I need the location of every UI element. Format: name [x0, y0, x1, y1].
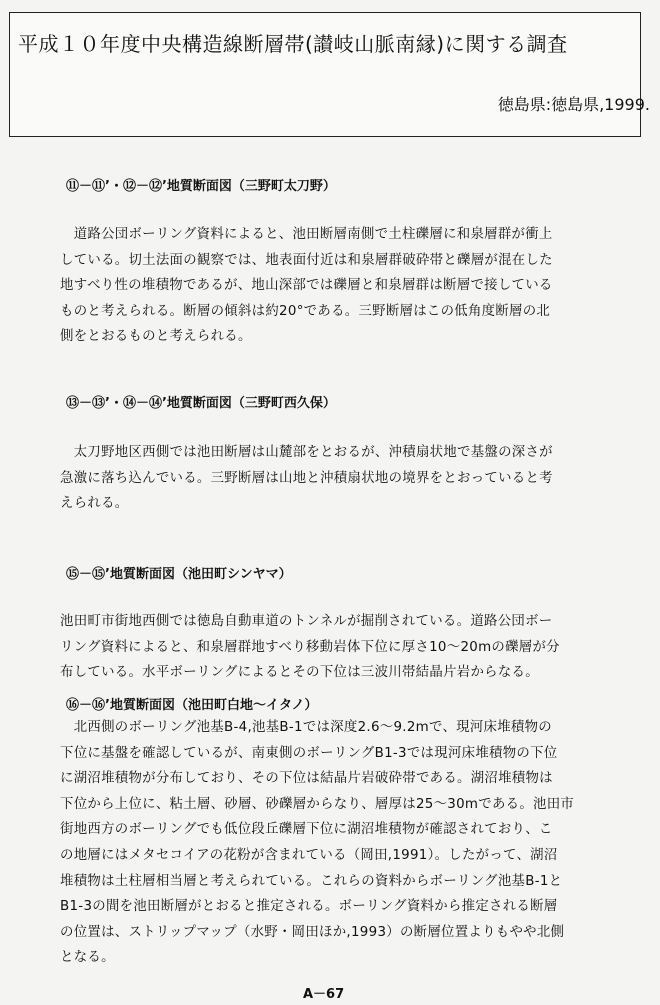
- section-title: ⑬－⑬’・⑭－⑭’地質断面図（三野町西久保）: [66, 396, 336, 411]
- section-body: [60, 715, 620, 971]
- body-line: している。切土法面の観察では、地表面付近は和泉層群破砕帯と礫層が混在した: [60, 252, 553, 268]
- body-line: 池田町市街地西側では徳島自動車道のトンネルが掘削されている。道路公団ボー: [60, 614, 553, 629]
- report-title: 平成１０年度中央構造線断層帯(讃岐山脈南縁)に関する調査: [18, 32, 568, 56]
- section-body: [60, 440, 620, 517]
- section-body: [60, 609, 620, 686]
- body-line: ものと考えられる。断層の傾斜は約20°である。三野断層はこの低角度断層の北: [60, 303, 551, 319]
- body-line: 下位に基盤を確認しているが、南東側のボーリングB1-3では現河床堆積物の下位: [60, 745, 558, 761]
- body-line: 太刀野地区西側では池田断層は山麓部をとおるが、沖積扇状地で基盤の深さが: [60, 445, 553, 460]
- body-line: となる。: [60, 950, 115, 966]
- body-line: 道路公団ボーリング資料によると、池田断層南側で土柱礫層に和泉層群が衝上: [60, 227, 553, 242]
- body-line: 街地西方のボーリングでも低位段丘礫層下位に湖沼堆積物が確認されており、こ: [60, 822, 553, 838]
- body-line: の地層にはメタセコイアの花粉が含まれている（岡田,1991）。したがって、湖沼: [60, 847, 558, 863]
- body-line: 側をとおるものと考えられる。: [60, 329, 252, 345]
- report-citation: 徳島県:徳島県,1999.: [497, 95, 650, 114]
- body-line: 下位から上位に、粘土層、砂層、砂礫層からなり、層厚は25～30mである。池田市: [60, 796, 575, 812]
- body-line: 地すべり性の堆積物であるが、地山深部では礫層と和泉層群は断層で接している: [60, 278, 553, 294]
- section-title: ⑮－⑮’地質断面図（池田町シンヤマ）: [66, 567, 292, 582]
- body-line: の位置は、ストリップマップ（水野・岡田ほか,1993）の断層位置よりもやや北側: [60, 924, 565, 940]
- page-number: A－67: [303, 987, 345, 1002]
- section-title: ⑯－⑯’地質断面図（池田町白地～イタノ）: [66, 698, 318, 713]
- body-line: リング資料によると、和泉層群地すべり移動岩体下位に厚さ10～20mの礫層が分: [60, 639, 560, 655]
- body-line: に湖沼堆積物が分布しており、その下位は結晶片岩破砕帯である。湖沼堆積物は: [60, 771, 553, 787]
- body-line: B1-3の間を池田断層がとおると推定される。ボーリング資料から推定される断層: [60, 899, 558, 915]
- body-line: えられる。: [60, 496, 129, 512]
- body-line: 堆積物は土柱層相当層と考えられている。これらの資料からボーリング池基B-1と: [60, 873, 563, 889]
- body-line: 急激に落ち込んでいる。三野断層は山地と沖積扇状地の境界をとおっていると考: [60, 470, 553, 486]
- section-body: [60, 222, 620, 350]
- section-title: ⑪－⑪’・⑫－⑫’地質断面図（三野町太刀野）: [66, 179, 336, 194]
- body-line: 北西側のボーリング池基B-4,池基B-1では深度2.6～9.2mで、現河床堆積物の: [60, 720, 552, 735]
- body-line: 布している。水平ボーリングによるとその下位は三波川帯結晶片岩からなる。: [60, 665, 539, 681]
